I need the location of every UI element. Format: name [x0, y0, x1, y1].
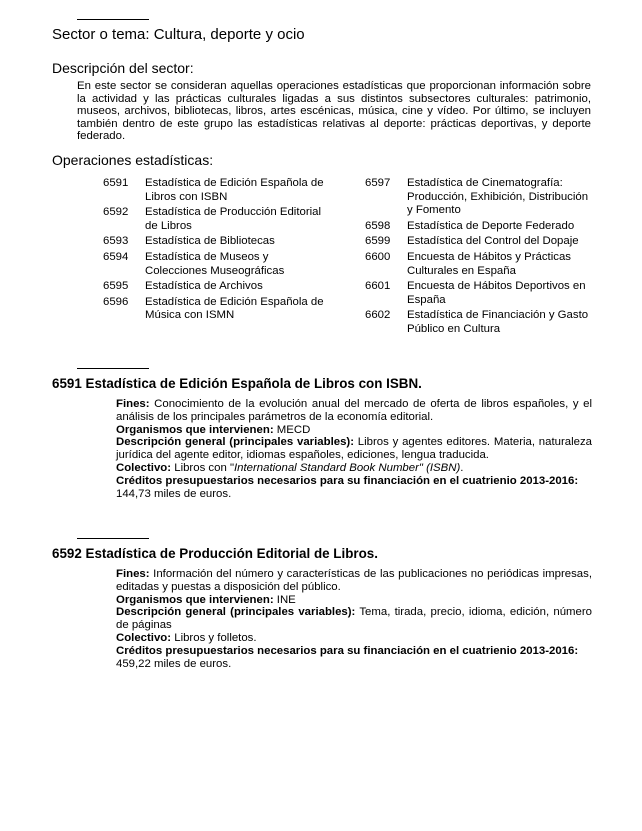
organismos-value: MECD [276, 423, 311, 436]
creditos-value: 459,22 miles de euros. [116, 657, 232, 670]
operation-code: 6599 [365, 235, 391, 248]
creditos-row [116, 645, 592, 671]
operations-list-right [365, 177, 589, 339]
operation-code: 6592 [103, 206, 129, 219]
descripcion-row [116, 436, 592, 462]
operation-6591-title: 6591 Estadística de Edición Española de Libros con ISBN. [52, 376, 422, 391]
organismos-row [116, 424, 592, 437]
operation-code: 6601 [365, 280, 391, 293]
description-text: En este sector se consideran aquellas operaciones estadísticas que proporcionan información sobre la actividad y las prácticas culturales ligadas a sus distintos subsectores culturales: patrimonio, museos, archivos, bibliotecas, libros, artes escénicas, música, cine y vídeo. Por último, se incluyen también dentro de este grupo las estadísticas relativas al deporte: prácticas deportivas, y deporte federado. [77, 80, 591, 143]
organismos-row [116, 594, 592, 607]
operation-6592-title: 6592 Estadística de Producción Editorial de Libros. [52, 546, 378, 561]
operation-name: Estadística de Edición Española de Libros con ISBN [145, 177, 324, 203]
operation-item [103, 177, 327, 204]
creditos-label: Créditos presupuestarios necesarios para su financiación en el cuatrienio 2013-2016: [116, 474, 579, 487]
operation-item [365, 251, 589, 278]
operation-name: Encuesta de Hábitos y Prácticas Culturales en España [407, 250, 571, 277]
colectivo-prefix: Libros con " [174, 461, 234, 474]
operation-code: 6600 [365, 250, 391, 263]
creditos-value: 144,73 miles de euros. [116, 487, 232, 500]
operation-6592-details [116, 568, 592, 670]
fines-label: Fines: [116, 398, 150, 410]
operation-name: Encuesta de Hábitos Deportivos en España [407, 280, 586, 306]
descripcion-value: Tema, tirada, precio, idioma, edición, número de páginas [116, 606, 592, 632]
sector-title: Sector o tema: Cultura, deporte y ocio [52, 26, 305, 43]
operation-name: Estadística del Control del Dopaje [407, 235, 579, 248]
colectivo-row [116, 462, 592, 475]
operation-item [103, 206, 327, 233]
operation-name: Estadística de Cinematografía: Producción, Exhibición, Distribución y Fomento [407, 177, 589, 217]
operation-code: 6598 [365, 219, 391, 232]
operation-item [103, 251, 327, 278]
operation-code: 6596 [103, 295, 129, 308]
operations-list-left [103, 177, 327, 325]
description-heading: Descripción del sector: [52, 60, 194, 76]
operation-code: 6595 [103, 280, 129, 293]
operation-6591-details [116, 398, 592, 500]
colectivo-row [116, 632, 592, 645]
section-divider-3 [77, 538, 149, 539]
descripcion-row [116, 606, 592, 632]
operation-name: Estadística de Bibliotecas [145, 235, 275, 248]
operations-heading: Operaciones estadísticas: [52, 152, 214, 168]
section-divider-1 [77, 19, 149, 20]
operation-item [365, 280, 589, 307]
operation-name: Estadística de Archivos [145, 280, 263, 293]
colectivo-label: Colectivo: [116, 461, 172, 474]
operation-item [365, 309, 589, 336]
operation-code: 6602 [365, 309, 391, 322]
operation-item [103, 296, 327, 323]
organismos-label: Organismos que intervienen: [116, 593, 274, 606]
fines-row [116, 398, 592, 424]
colectivo-label: Colectivo: [116, 631, 172, 644]
operation-item [365, 235, 589, 249]
descripcion-value: Libros y agentes editores. Materia, naturaleza jurídica del agente editor, idiomas españoles, ediciones, lengua traducida. [116, 436, 593, 462]
creditos-row [116, 475, 592, 501]
operation-item [365, 220, 589, 234]
operation-code: 6591 [103, 177, 129, 189]
operation-code: 6597 [365, 177, 391, 189]
colectivo-suffix: . [460, 461, 464, 474]
organismos-value: INE [276, 593, 296, 606]
operation-name: Estadística de Museos y Colecciones Museográficas [145, 250, 285, 277]
fines-value: Conocimiento de la evolución anual del mercado de oferta de libros españoles, y el análisis de los principales parámetros de la economía editorial. [116, 398, 592, 423]
fines-value: Información del número y características de las publicaciones no periódicas impresas, editadas y puestas a disposición del público. [116, 568, 592, 593]
operation-item [365, 177, 589, 218]
operation-item [103, 280, 327, 294]
operation-code: 6594 [103, 250, 129, 263]
operation-name: Estadística de Financiación y Gasto Público en Cultura [407, 309, 589, 335]
organismos-label: Organismos que intervienen: [116, 423, 274, 436]
operation-name: Estadística de Producción Editorial de Libros [145, 206, 322, 232]
colectivo-italic: International Standard Book Number" (ISBN) [234, 461, 461, 474]
section-divider-2 [77, 368, 149, 369]
operation-name: Estadística de Edición Española de Música con ISMN [145, 295, 324, 322]
operation-code: 6593 [103, 235, 129, 248]
fines-label: Fines: [116, 568, 150, 580]
descripcion-label: Descripción general (principales variables): [116, 606, 356, 619]
operation-name: Estadística de Deporte Federado [407, 219, 575, 232]
descripcion-label: Descripción general (principales variables): [116, 436, 354, 449]
operation-item [103, 235, 327, 249]
creditos-label: Créditos presupuestarios necesarios para su financiación en el cuatrienio 2013-2016: [116, 644, 579, 657]
colectivo-value: Libros y folletos. [174, 631, 257, 644]
fines-row [116, 568, 592, 594]
